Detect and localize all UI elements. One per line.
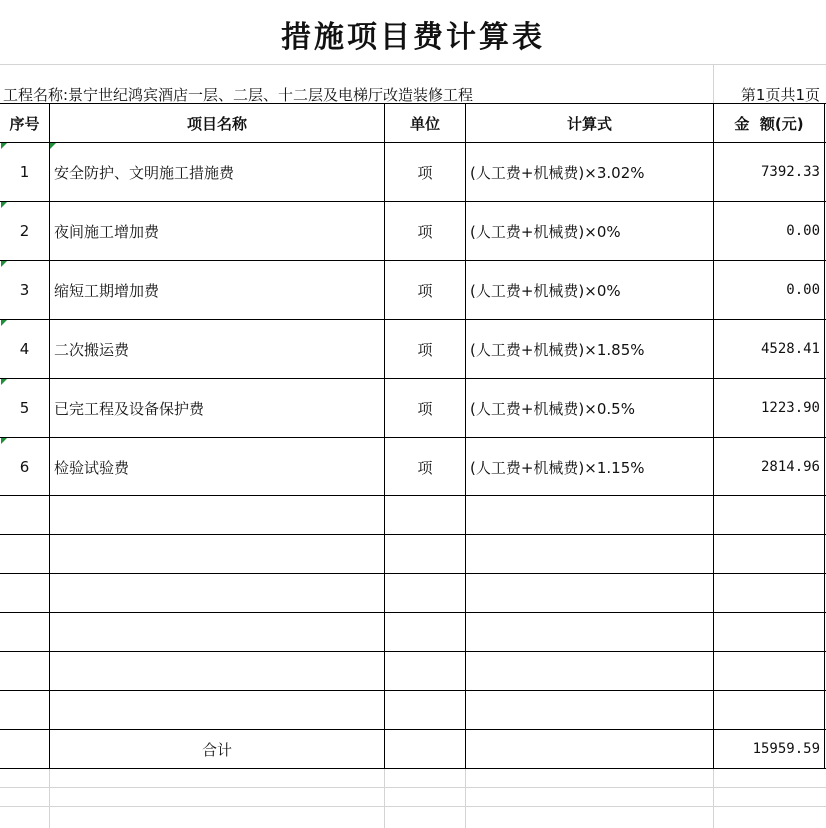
header-seq: 序号 <box>9 114 40 133</box>
cell-name: 缩短工期增加费 <box>54 281 160 300</box>
cell-seq: 1 <box>19 163 30 181</box>
header-name: 项目名称 <box>186 114 247 133</box>
cell-amount: 4528.41 <box>760 341 820 357</box>
cell-unit: 项 <box>417 222 433 241</box>
cell-amount: 0.00 <box>786 282 820 298</box>
cell-unit: 项 <box>417 281 433 300</box>
total-label: 合计 <box>201 740 232 759</box>
cell-seq: 4 <box>19 340 30 358</box>
cell-name: 已完工程及设备保护费 <box>54 399 205 418</box>
cell-seq: 2 <box>19 222 30 240</box>
cell-seq: 5 <box>19 399 30 417</box>
cell-amount: 0.00 <box>786 223 820 239</box>
cell-formula: (人工费+机械费)×0% <box>470 281 621 300</box>
header-amount: 金 额(元) <box>734 114 804 133</box>
cell-seq: 3 <box>19 281 30 299</box>
cell-name: 检验试验费 <box>54 458 130 477</box>
cell-formula: (人工费+机械费)×3.02% <box>470 163 645 182</box>
cell-unit: 项 <box>417 163 433 182</box>
cell-formula: (人工费+机械费)×1.15% <box>470 458 645 477</box>
total-amount: 15959.59 <box>752 741 820 757</box>
cell-unit: 项 <box>417 458 433 477</box>
cell-amount: 1223.90 <box>760 400 820 416</box>
cell-formula: (人工费+机械费)×0% <box>470 222 621 241</box>
cell-name: 二次搬运费 <box>54 340 130 359</box>
cell-formula: (人工费+机械费)×1.85% <box>470 340 645 359</box>
page-title: 措施项目费计算表 <box>281 20 545 55</box>
cell-unit: 项 <box>417 340 433 359</box>
cell-name: 安全防护、文明施工措施费 <box>54 163 235 182</box>
cell-unit: 项 <box>417 399 433 418</box>
project-name: 工程名称:景宁世纪鸿宾酒店一层、二层、十二层及电梯厅改造装修工程 <box>3 86 474 104</box>
cell-name: 夜间施工增加费 <box>54 222 160 241</box>
header-formula: 计算式 <box>566 114 612 133</box>
header-unit: 单位 <box>409 114 440 133</box>
cell-seq: 6 <box>19 458 30 476</box>
cell-amount: 2814.96 <box>760 459 820 475</box>
page-info: 第1页共1页 <box>740 86 820 104</box>
cell-amount: 7392.33 <box>760 164 820 180</box>
cell-formula: (人工费+机械费)×0.5% <box>470 399 635 418</box>
